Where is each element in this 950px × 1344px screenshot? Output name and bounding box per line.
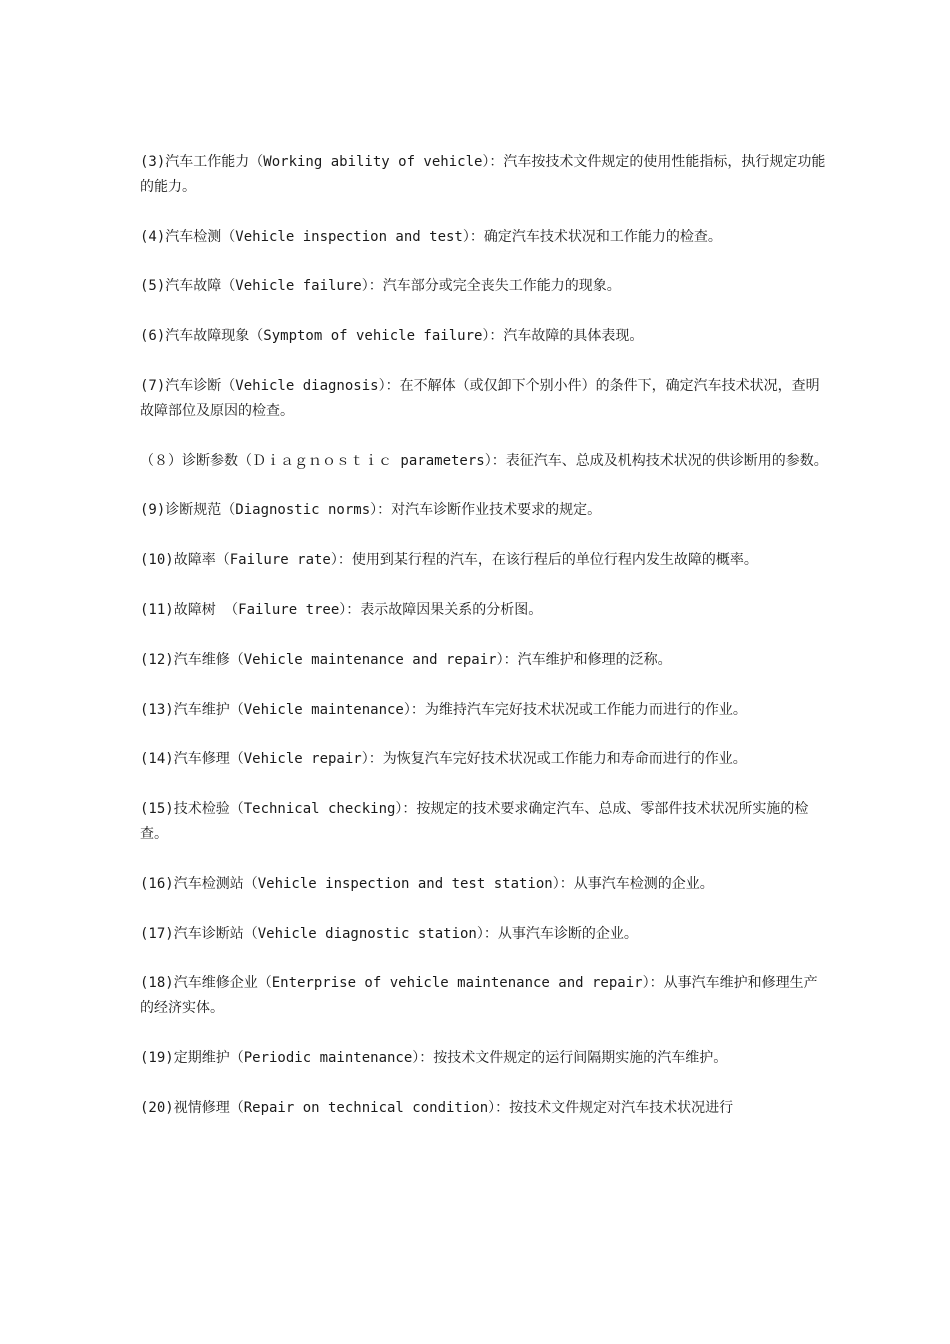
term-definition-9: (9)诊断规范（Diagnostic norms）：对汽车诊断作业技术要求的规定。 [140, 502, 602, 519]
term-definition-6: (6)汽车故障现象（Symptom of vehicle failure）：汽车故障的具体表现。 [140, 328, 644, 345]
term-definition-4: (4)汽车检测（Vehicle inspection and test）：确定汽车技术状况和工作能力的检查。 [140, 228, 722, 245]
term-definition-20: (20)视情修理（Repair on technical condition）：按技术文件规定对汽车技术状况进行 [140, 1099, 734, 1116]
term-definition-3: (3)汽车工作能力（Working ability of vehicle）：汽车按技术文件规定的使用性能指标，执行规定功能的能力。 [140, 154, 826, 195]
term-definition-15: (15)技术检验（Technical checking）：按规定的技术要求确定汽车、总成、零部件技术状况所实施的检查。 [140, 801, 809, 842]
term-definition-14: (14)汽车修理（Vehicle repair）：为恢复汽车完好技术状况或工作能力和寿命而进行的作业。 [140, 751, 747, 768]
term-definition-18: (18)汽车维修企业（Enterprise of vehicle maintenance and repair）：从事汽车维护和修理生产的经济实体。 [140, 975, 818, 1017]
term-definition-5: (5)汽车故障（Vehicle failure）：汽车部分或完全丧失工作能力的现象。 [140, 278, 621, 295]
term-definition-10: (10)故障率（Failure rate）：使用到某行程的汽车，在该行程后的单位行程内发生故障的概率。 [140, 552, 758, 569]
term-definition-13: (13)汽车维护（Vehicle maintenance）：为维持汽车完好技术状况或工作能力而进行的作业。 [140, 701, 747, 718]
term-definition-19: (19)定期维护（Periodic maintenance）：按技术文件规定的运行间隔期实施的汽车维护。 [140, 1049, 728, 1066]
term-definition-7: (7)汽车诊断（Vehicle diagnosis）：在不解体（或仅卸下个别小件）的条件下，确定汽车技术状况，查明故障部位及原因的检查。 [140, 377, 820, 419]
term-definition-16: (16)汽车检测站（Vehicle inspection and test station）：从事汽车检测的企业。 [140, 875, 714, 892]
term-definition-12: (12)汽车维修（Vehicle maintenance and repair）：汽车维护和修理的泛称。 [140, 651, 672, 668]
term-definition-8: （８）诊断参数（Ｄｉａｇｎｏｓｔｉｃ parameters）：表征汽车、总成及机构技术状况的供诊断用的参数。 [140, 452, 828, 469]
term-definition-11: (11)故障树 （Failure tree）：表示故障因果关系的分析图。 [140, 601, 543, 618]
term-definition-17: (17)汽车诊断站（Vehicle diagnostic station）：从事汽车诊断的企业。 [140, 925, 638, 942]
document-body [140, 150, 830, 1146]
